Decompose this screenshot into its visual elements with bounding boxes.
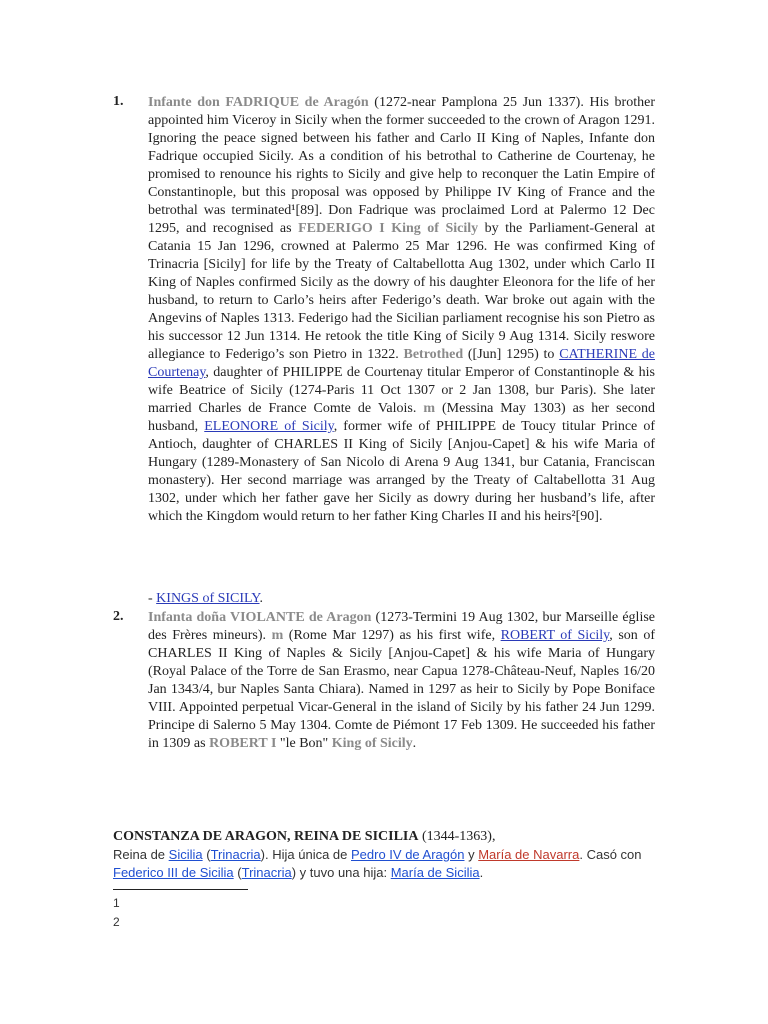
person-name: Infanta doña VIOLANTE de Aragon bbox=[148, 610, 372, 625]
text: (1344-1363), bbox=[418, 829, 496, 844]
text: by the Parliament-General at Catania 15 Jan 1296, crowned at Palermo 25 Mar 1296. He was confirmed King of Trinacria [Sicily] for life by the Treaty of Caltabellotta Aug 1302, under which Carlo II King of Naples confirmed Sicily as the dowry of his daughter Eleonora for the life of her husband, to return to Carlo’s heirs after Federigo’s death. War broke out again with the Angevins of Naples 1313. Federigo had the Sicilian parliament recognise his son Pietro as his successor 12 Jun 1314. He retook the title King of Sicily 9 Aug 1314. Sicily reswore allegiance to Federigo’s son Pietro in 1322. bbox=[148, 221, 655, 362]
text: . bbox=[479, 865, 484, 880]
text: ([Jun] 1295) to bbox=[463, 347, 560, 362]
text: (1272-near Pamplona 25 Jun 1337). His brother appointed him Viceroy in Sicily when the former succeeded to the crown of Aragon 1291. Ignoring the peace signed between his father and Carlo II King of Naples, Infante don Fadrique occupied Sicily. As a condition of his betrothal to Catherine de Courtenay, he promised to renounce his rights to Sicily and give help to reconquer the Latin Empire of Constantinople, but this proposal was opposed by Philippe IV King of France and the betrothal was terminated bbox=[148, 95, 655, 218]
footnote-ref[interactable]: ²[90] bbox=[571, 509, 599, 524]
text: ( bbox=[233, 865, 242, 880]
text: - bbox=[148, 591, 157, 606]
text: , son of CHARLES II King of Naples & Sicily [Anjou-Capet] & his wife Maria of Hungary (Royal Palace of the Torre de San Erasmo, near Capua 1278-Château-Neuf, Naples 16/20 Jan 1343/4, bur Naples Santa Chiara). Named in 1297 as heir to Sicily by Pope Boniface VIII. Appointed perpetual Vicar-General in the island of Sicily by his father 24 Jun 1299. Principe di Salerno 5 May 1304. Comte de Piémont 17 Feb 1309. He succeeded his father in 1309 as bbox=[148, 628, 655, 751]
entry-body bbox=[148, 609, 655, 753]
link-robert[interactable]: ROBERT of Sicily bbox=[500, 628, 610, 643]
text: ). Hija única de bbox=[260, 847, 351, 862]
link-trinacria[interactable]: Trinacria bbox=[210, 847, 261, 862]
link-federico[interactable]: Federico III de Sicilia bbox=[113, 865, 234, 880]
betrothed-label: Betrothed bbox=[403, 347, 464, 362]
link-sicilia[interactable]: Sicilia bbox=[168, 847, 203, 862]
kings-line bbox=[148, 590, 263, 608]
married-label: m bbox=[423, 401, 435, 416]
text: "le Bon" bbox=[276, 736, 332, 751]
married-label: m bbox=[271, 628, 284, 643]
text: Reina de bbox=[113, 847, 169, 862]
link-pedro[interactable]: Pedro IV de Aragón bbox=[351, 847, 465, 862]
text: . bbox=[598, 509, 603, 524]
entry-body bbox=[148, 94, 655, 526]
footnote-1: 1 bbox=[113, 896, 120, 910]
text: (Rome Mar 1297) as his first wife, bbox=[283, 628, 501, 643]
link-maria-sicilia[interactable]: María de Sicilia bbox=[390, 865, 480, 880]
royal-title: ROBERT I bbox=[209, 736, 277, 751]
text: . Don Fadrique was proclaimed Lord at Palermo 12 Dec 1295, and recognised as bbox=[148, 203, 655, 236]
text: (1273-Termini 19 Aug 1302, bur Marseille église des Frères mineurs). bbox=[148, 610, 656, 643]
link-trinacria-2[interactable]: Trinacria bbox=[241, 865, 292, 880]
constanza-body bbox=[113, 846, 673, 882]
text: (Messina May 1303) as her second husband, bbox=[148, 401, 655, 434]
link-catherine[interactable]: CATHERINE de Courtenay bbox=[148, 347, 655, 380]
royal-title: King of Sicily bbox=[331, 736, 413, 751]
constanza-heading: CONSTANZA DE ARAGON, REINA DE SICILIA bbox=[113, 829, 419, 844]
royal-title: FEDERIGO I King of Sicily bbox=[298, 221, 479, 236]
link-kings-of-sicily[interactable]: KINGS of SICILY bbox=[156, 591, 260, 606]
entry-number: 1. bbox=[113, 94, 124, 109]
text: , former wife of PHILIPPE de Toucy titular Prince of Antioch, daughter of CHARLES II King of Sicily [Anjou-Capet] & his wife Maria of Hungary (1289-Monastery of San Nicolo di Arena 9 Aug 1341, bur Catania, Franciscan monastery). Her second marriage was arranged by the Treaty of Caltabellotta 31 Aug 1302, under which her father gave her Sicily as dowry during her husband’s life, after which the Kingdom would return to her father King Charles II and his heirs bbox=[148, 419, 655, 524]
text: . bbox=[412, 736, 417, 751]
text: y bbox=[464, 847, 479, 862]
entry-number: 2. bbox=[113, 609, 124, 624]
footnote-2: 2 bbox=[113, 915, 120, 929]
constanza-heading-line bbox=[113, 828, 673, 846]
text: , daughter of PHILIPPE de Courtenay titular Emperor of Constantinople & his wife Beatrice of Sicily (1274-Paris 11 Oct 1307 or 2 Jan 1308, bur Paris). She later married Charles de France Comte de Valois. bbox=[148, 365, 655, 416]
text: . bbox=[259, 591, 264, 606]
person-name: Infante don FADRIQUE de Aragón bbox=[148, 95, 369, 110]
text: ) y tuvo una hija: bbox=[291, 865, 391, 880]
footnote-divider bbox=[113, 889, 248, 890]
text: . Casó con bbox=[579, 847, 642, 862]
footnote-ref[interactable]: ¹[89] bbox=[291, 203, 319, 218]
link-eleonore[interactable]: ELEONORE of Sicily bbox=[204, 419, 334, 434]
text: ( bbox=[202, 847, 211, 862]
link-maria-navarra[interactable]: María de Navarra bbox=[478, 847, 580, 862]
